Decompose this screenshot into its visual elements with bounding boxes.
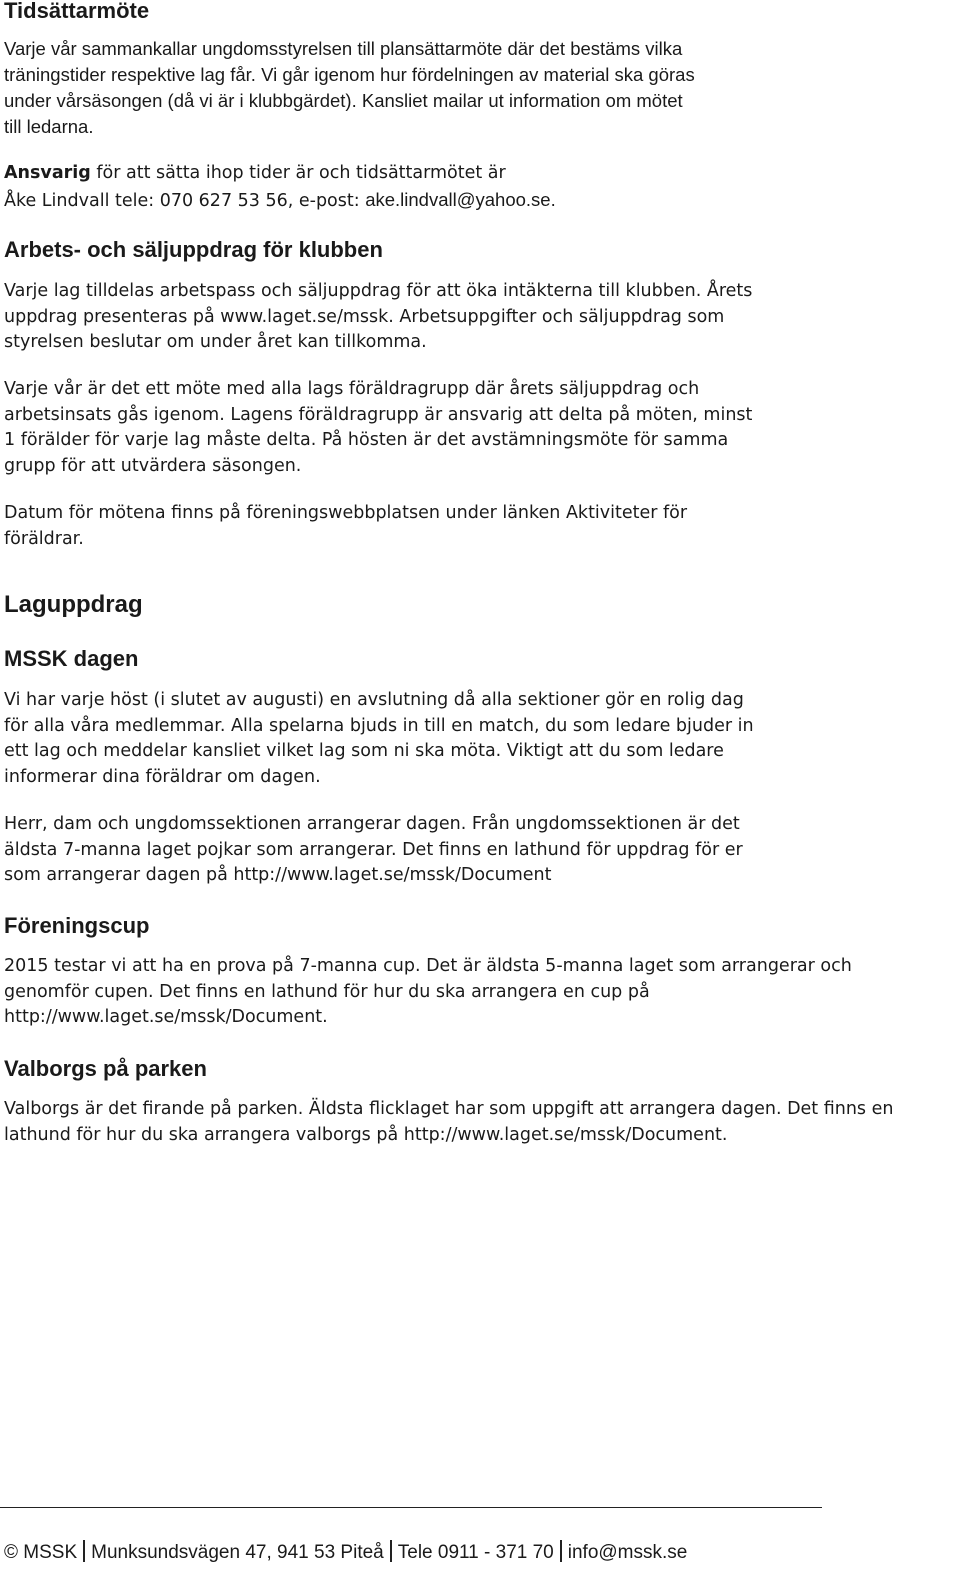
footer <box>4 1540 687 1565</box>
contact-text: Åke Lindvall tele: 070 627 53 56, e-post: <box>4 191 366 211</box>
heading-foreningscup: Föreningscup <box>4 913 150 938</box>
paragraph-mssk-dagen-1: Vi har varje höst (i slutet av augusti) en avslutning då alla sektioner gör en rolig dag för alla våra medlemmar. Alla spelarna bjuds in till en match, du som ledare bjuder in ett lag och meddelar kansliet vilket lag som ni ska möta. Viktigt att du som ledare informerar dina föräldrar om dagen. <box>4 690 754 787</box>
footer-phone: Tele 0911 - 371 70 <box>397 1542 554 1563</box>
contact-line <box>4 187 959 215</box>
footer-separator <box>390 1540 392 1562</box>
heading-tidsattarmote: Tidsättarmöte <box>4 0 150 23</box>
footer-address: Munksundsvägen 47, 941 53 Piteå <box>91 1542 384 1563</box>
paragraph-valborg: Valborgs är det firande på parken. Äldsta flicklaget har som uppgift att arrangera dagen. Det finns en lathund för hur du ska arrangera valborgs på http://www.laget.se/mssk/Document. <box>4 1099 894 1145</box>
footer-email: info@mssk.se <box>567 1542 688 1563</box>
responsible-label: Ansvarig <box>4 163 91 183</box>
heading-valborg: Valborgs på parken <box>4 1056 207 1081</box>
paragraph-tidsattarmote: Varje vår sammankallar ungdomsstyrelsen till plansättarmöte där det bestäms vilka träningstider respektive lag får. Vi går igenom hur fördelningen av material ska göras under vårsäsongen (då vi är i klubbgärdet). Kansliet mailar ut information om mötet till ledarna. <box>4 38 695 137</box>
heading-mssk-dagen: MSSK dagen <box>4 646 139 671</box>
paragraph-arbets-3: Datum för mötena finns på föreningswebbplatsen under länken Aktiviteter för föräldrar. <box>4 503 688 549</box>
copyright-icon: © <box>4 1542 18 1563</box>
responsible-line <box>4 161 959 187</box>
footer-org: MSSK <box>23 1542 78 1563</box>
responsible-text: för att sätta ihop tider är och tidsättarmötet är <box>90 163 506 183</box>
paragraph-mssk-dagen-2: Herr, dam och ungdomssektionen arrangerar dagen. Från ungdomssektionen är det äldsta 7-manna laget pojkar som arrangerar. Det finns en lathund för uppdrag för er som arrangerar dagen på http://www.laget.se/mssk/Document <box>4 814 743 886</box>
footer-separator <box>560 1540 562 1562</box>
paragraph-arbets-1: Varje lag tilldelas arbetspass och säljuppdrag för att öka intäkterna till klubben. Årets uppdrag presenteras på www.laget.se/mssk. Arbetsuppgifter och säljuppdrag som styrelsen beslutar om under året kan tillkomma. <box>4 281 753 353</box>
footer-divider <box>0 1507 822 1508</box>
contact-email: ake.lindvall@yahoo.se. <box>365 189 556 210</box>
heading-arbets: Arbets- och säljuppdrag för klubben <box>4 237 383 262</box>
footer-separator <box>83 1540 85 1562</box>
paragraph-arbets-2: Varje vår är det ett möte med alla lags föräldragrupp där årets säljuppdrag och arbetsinsats gås igenom. Lagens föräldragrupp är ansvarig att delta på möten, minst 1 förälder för varje lag måste delta. På hösten är det avstämningsmöte för samma grupp för att utvärdera säsongen. <box>4 379 753 476</box>
paragraph-foreningscup: 2015 testar vi att ha en prova på 7-manna cup. Det är äldsta 5-manna laget som arrangerar och genomför cupen. Det finns en lathund för hur du ska arrangera en cup på http://www.laget.se/mssk/Document. <box>4 956 852 1028</box>
heading-laguppdrag: Laguppdrag <box>4 591 143 618</box>
